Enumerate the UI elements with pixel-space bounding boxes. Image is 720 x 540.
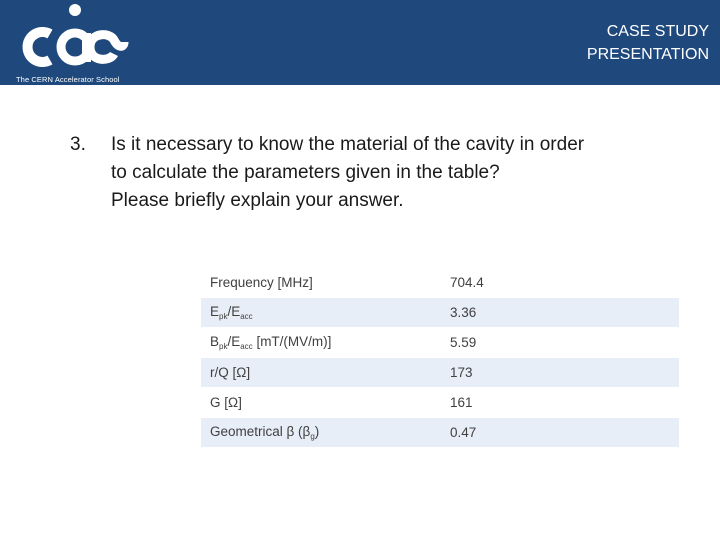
parameter-table [201,268,679,448]
header-bar [0,0,720,85]
param-name-sub: acc [240,312,253,321]
param-name: G [Ω] [201,388,441,418]
table-row [201,418,679,448]
logo-caption: The CERN Accelerator School [16,75,120,84]
header-title-line2: PRESENTATION [586,46,709,63]
param-name: r/Q [Ω] [201,358,441,388]
question-line-2: to calculate the parameters given in the table? [111,162,500,183]
table-row [201,328,679,358]
param-name-main: E [210,304,220,319]
param-value: 161 [441,388,679,418]
param-value: 0.47 [441,418,679,448]
cas-logo [14,0,138,85]
param-value: 5.59 [441,328,679,358]
param-name-sub: g [310,432,315,441]
header-title [587,20,709,66]
header-title-line1: CASE STUDY [606,23,709,40]
question-line-3: Please briefly explain your answer. [111,190,404,211]
param-name [201,328,441,358]
param-value: 173 [441,358,679,388]
param-name-sub: pk [219,312,228,321]
param-name-main: B [210,334,220,349]
table-row [201,358,679,388]
param-name-mid: /E [227,304,241,319]
question-line-1: Is it necessary to know the material of the cavity in order [111,134,585,155]
question-text [111,131,691,215]
param-name-main: Geometrical β (β [210,424,311,439]
cas-logo-icon [18,2,130,74]
param-name [201,418,441,448]
param-name-sub: acc [240,342,253,351]
param-value: 704.4 [441,268,679,298]
param-name: Frequency [MHz] [201,268,441,298]
param-value: 3.36 [441,298,679,328]
param-name-tail: ) [314,424,320,439]
param-name-sub: pk [219,342,228,351]
table-row [201,298,679,328]
table-row [201,268,679,298]
param-name-mid: /E [227,334,241,349]
param-name [201,298,441,328]
table-row [201,388,679,418]
param-name-tail: [mT/(MV/m)] [252,334,332,349]
question-number: 3. [70,134,86,155]
